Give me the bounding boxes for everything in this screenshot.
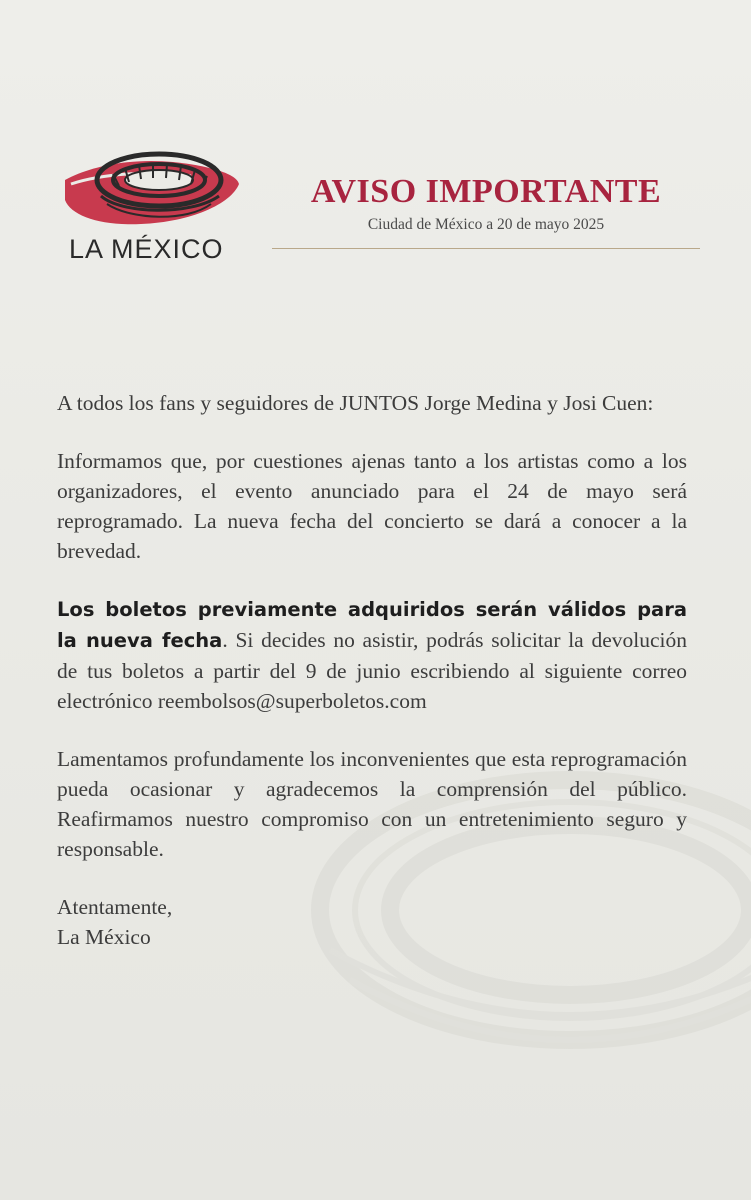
paragraph-reschedule: Informamos que, por cuestiones ajenas tanto a los artistas como a los organizadores, el evento anunciado para el 24 de mayo será reprogramado. La nueva fecha del concierto se dará a conocer a la brevedad. — [57, 449, 687, 563]
sign-off: Atentamente, — [57, 895, 173, 919]
signature: La México — [57, 925, 151, 949]
notice-date: Ciudad de México a 20 de mayo 2025 — [367, 216, 605, 233]
logo-wordmark: LA MÉXICO — [69, 234, 224, 264]
notice-body — [57, 388, 687, 952]
paragraph-tickets — [57, 594, 687, 716]
paragraph-apology: Lamentamos profundamente los inconvenientes que esta reprogramación pueda ocasionar y agradecemos la comprensión del público. Reafirmamos nuestro compromiso con un entretenimiento seguro y responsable. — [57, 747, 687, 861]
stadium-logo-icon — [61, 144, 241, 236]
notice-title: AVISO IMPORTANTE — [310, 173, 662, 210]
tickets-valid-highlight: Los boletos previamente adquiridos serán válidos para la nueva fecha — [57, 598, 687, 652]
la-mexico-logo — [55, 140, 245, 275]
notice-header — [272, 172, 700, 249]
header-divider — [272, 248, 700, 249]
salutation: A todos los fans y seguidores de JUNTOS Jorge Medina y Josi Cuen: — [57, 391, 654, 415]
refund-instructions: . Si decides no asistir, podrás solicitar la devolución de tus boletos a partir del 9 de junio escribiendo al siguiente correo electrónico reembolsos@superboletos.com — [57, 628, 687, 713]
